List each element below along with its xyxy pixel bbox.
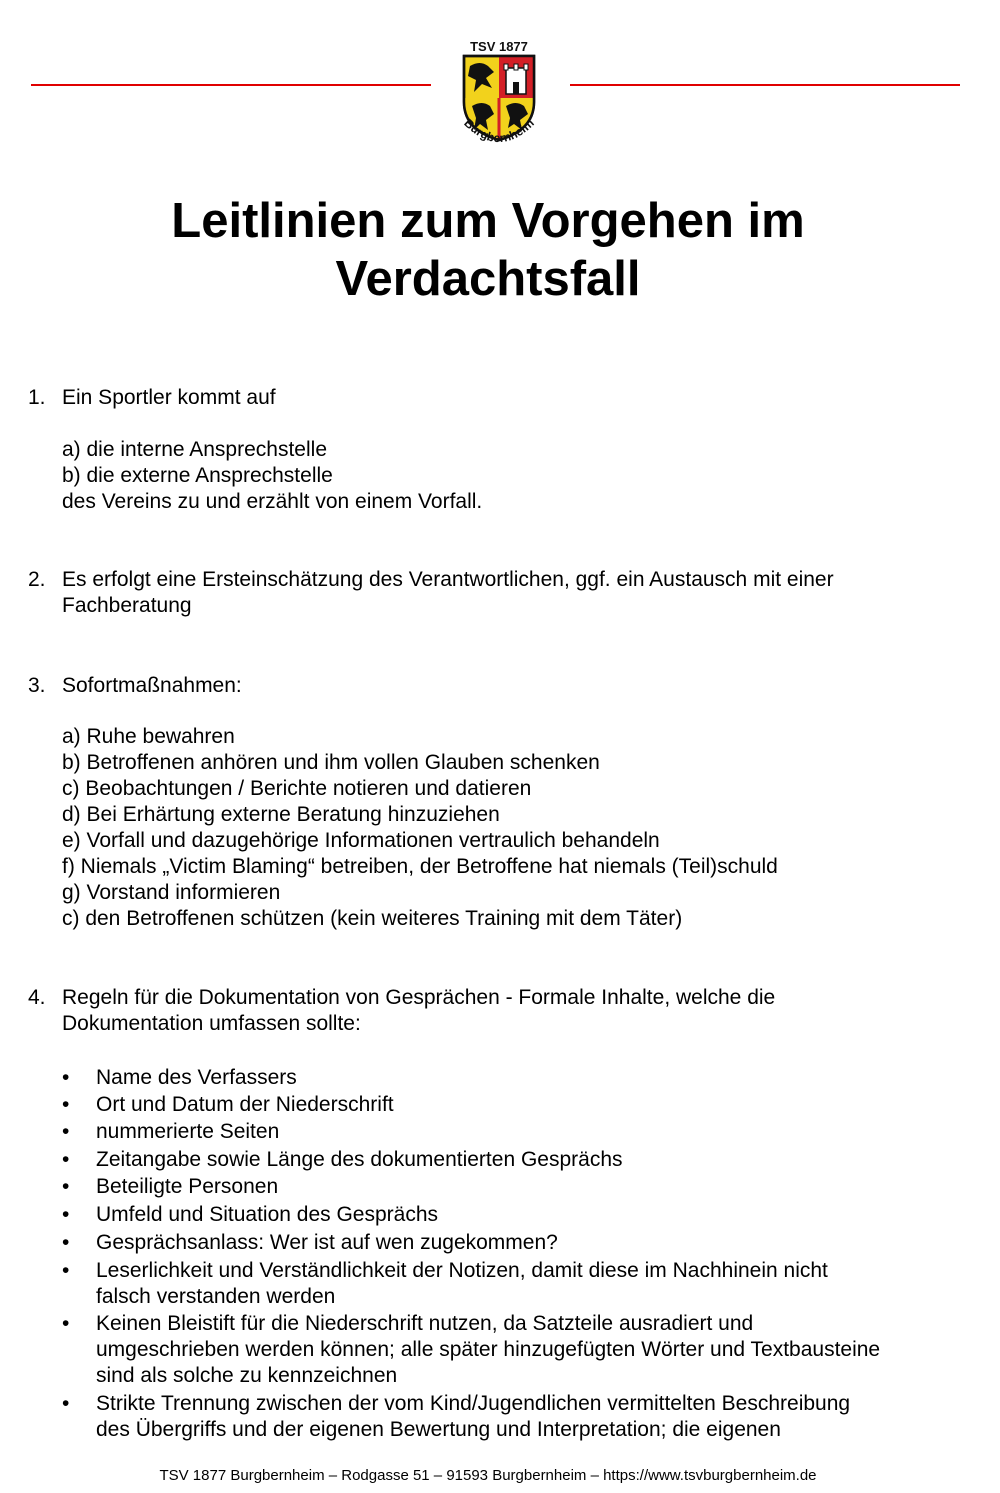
title-line-2: Verdachtsfall [335, 252, 641, 306]
section-4-bullet-item-cont: umgeschrieben werden können; alle später hinzugefügten Wörter und Textbausteine [96, 1338, 881, 1361]
section-4-line-2: Dokumentation umfassen sollte: [62, 1012, 361, 1035]
bullet-icon: • [62, 1148, 70, 1171]
header-rule-right [570, 84, 960, 86]
bullet-icon: • [62, 1120, 70, 1143]
section-4-number: 4. [28, 986, 46, 1009]
bullet-icon: • [62, 1093, 70, 1116]
section-4-bullet-item: Ort und Datum der Niederschrift [96, 1093, 394, 1116]
section-2-line-1: Es erfolgt eine Ersteinschätzung des Verantwortlichen, ggf. ein Austausch mit einer [62, 568, 834, 591]
section-4-bullet-item: Keinen Bleistift für die Niederschrift nutzen, da Satzteile ausradiert und [96, 1312, 754, 1335]
header-rule-left [31, 84, 431, 86]
section-3-item: c) den Betroffenen schützen (kein weiteres Training mit dem Täter) [62, 907, 683, 930]
section-4-bullet-item: Leserlichkeit und Verständlichkeit der Notizen, damit diese im Nachhinein nicht [96, 1259, 828, 1282]
bullet-icon: • [62, 1175, 70, 1198]
section-1-item-b: b) die externe Ansprechstelle [62, 464, 333, 487]
section-3-item: f) Niemals „Victim Blaming“ betreiben, der Betroffene hat niemals (Teil)schuld [62, 855, 778, 878]
bullet-icon: • [62, 1312, 70, 1335]
page-title [0, 192, 976, 308]
section-1-outro: des Vereins zu und erzählt von einem Vorfall. [62, 490, 483, 513]
section-1-number: 1. [28, 386, 46, 409]
section-3-number: 3. [28, 674, 46, 697]
section-3-item: c) Beobachtungen / Berichte notieren und datieren [62, 777, 532, 800]
section-4-bullet-item: nummerierte Seiten [96, 1120, 280, 1143]
bullet-icon: • [62, 1392, 70, 1415]
section-3-item: g) Vorstand informieren [62, 881, 281, 904]
section-3-item: a) Ruhe bewahren [62, 725, 235, 748]
section-1-item-a: a) die interne Ansprechstelle [62, 438, 327, 461]
section-3-intro: Sofortmaßnahmen: [62, 674, 242, 697]
section-2-number: 2. [28, 568, 46, 591]
logo-bottom-text: Burgbernheim [461, 115, 537, 146]
section-4-bullet-item-cont: falsch verstanden werden [96, 1285, 336, 1308]
section-4-bullet-item: Name des Verfassers [96, 1066, 297, 1089]
section-1-intro: Ein Sportler kommt auf [62, 386, 276, 409]
title-line-1: Leitlinien zum Vorgehen im [171, 194, 805, 248]
section-4-bullet-item: Zeitangabe sowie Länge des dokumentierten Gesprächs [96, 1148, 623, 1171]
bullet-icon: • [62, 1231, 70, 1254]
section-3-item: e) Vorfall und dazugehörige Informationen vertraulich behandeln [62, 829, 660, 852]
section-4-line-1: Regeln für die Dokumentation von Gesprächen - Formale Inhalte, welche die [62, 986, 776, 1009]
page-footer: TSV 1877 Burgbernheim – Rodgasse 51 – 91593 Burgbernheim – https://www.tsvburgbernheim.de [159, 1467, 817, 1484]
section-2-line-2: Fachberatung [62, 594, 192, 617]
section-3-item: d) Bei Erhärtung externe Beratung hinzuziehen [62, 803, 500, 826]
logo-top-text: TSV 1877 [470, 39, 528, 54]
section-4-bullet-item-cont: sind als solche zu kennzeichnen [96, 1364, 398, 1387]
section-4-bullet-item: Umfeld und Situation des Gesprächs [96, 1203, 439, 1226]
section-4-bullet-item-cont: des Übergriffs und der eigenen Bewertung und Interpretation; die eigenen [96, 1418, 781, 1441]
section-3-item: b) Betroffenen anhören und ihm vollen Glauben schenken [62, 751, 600, 774]
bullet-icon: • [62, 1259, 70, 1282]
club-crest-logo [442, 36, 556, 150]
bullet-icon: • [62, 1066, 70, 1089]
section-4-bullet-item: Strikte Trennung zwischen der vom Kind/Jugendlichen vermittelten Beschreibung [96, 1392, 851, 1415]
section-4-bullet-item: Gesprächsanlass: Wer ist auf wen zugekommen? [96, 1231, 558, 1254]
section-4-bullet-item: Beteiligte Personen [96, 1175, 279, 1198]
bullet-icon: • [62, 1203, 70, 1226]
